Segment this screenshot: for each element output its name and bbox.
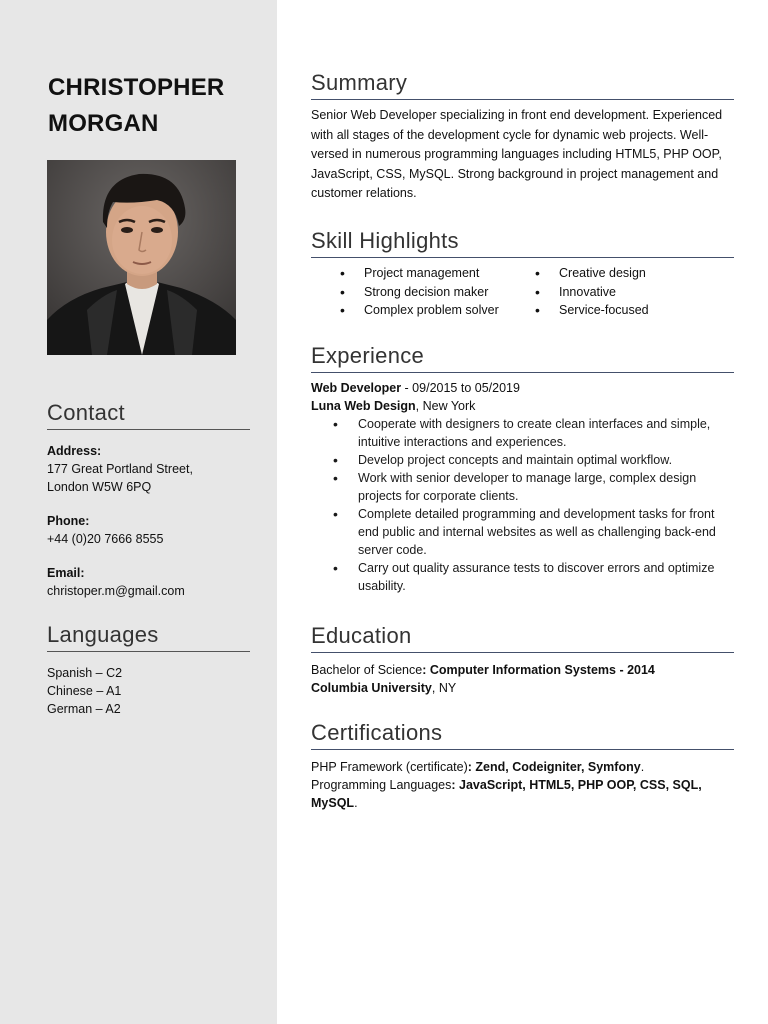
skill-item: • Strong decision maker bbox=[364, 283, 539, 302]
job-role: Web Developer bbox=[311, 381, 402, 395]
skill-item: • Service-focused bbox=[559, 301, 734, 320]
degree-type: Bachelor of Science bbox=[311, 663, 423, 677]
certifications-section bbox=[311, 720, 734, 812]
experience-heading: Experience bbox=[311, 343, 734, 373]
education-text bbox=[311, 661, 734, 697]
contact-heading: Contact bbox=[47, 400, 250, 430]
degree-colon: : bbox=[422, 663, 430, 677]
first-name: CHRISTOPHER bbox=[48, 74, 225, 101]
language-item: Spanish – C2 bbox=[47, 666, 123, 680]
school-location: , NY bbox=[431, 681, 457, 695]
experience-section bbox=[311, 343, 734, 595]
job-header bbox=[311, 379, 734, 415]
email-block bbox=[47, 564, 250, 600]
summary-text: Senior Web Developer specializing in front end development. Experienced with all stages of the development cycle for dynamic web projects. Well-versed in numerous programming languages including HTML5, PHP OOP, JavaScript, CSS, MySQL. Strong background in project management and customer relations. bbox=[311, 108, 723, 200]
cert-2-label: Programming Languages bbox=[311, 778, 452, 792]
cert-1-end: . bbox=[640, 760, 645, 774]
contact-section bbox=[47, 400, 250, 616]
cert-2-colon: : bbox=[451, 778, 460, 792]
job-bullet: • Work with senior developer to manage large, complex design projects for corporate clients. bbox=[358, 469, 734, 505]
job-company: Luna Web Design bbox=[311, 399, 416, 413]
languages-section bbox=[47, 622, 250, 718]
skills-heading: Skill Highlights bbox=[311, 228, 734, 258]
email-value: christoper.m@gmail.com bbox=[47, 584, 185, 598]
email-label: Email: bbox=[47, 566, 85, 580]
language-item: German – A2 bbox=[47, 702, 121, 716]
cert-1-colon: : bbox=[467, 760, 476, 774]
cert-2-end: . bbox=[354, 796, 358, 810]
candidate-name bbox=[48, 70, 258, 142]
last-name: MORGAN bbox=[48, 110, 159, 137]
address-line-2: London W5W 6PQ bbox=[47, 480, 152, 494]
summary-heading: Summary bbox=[311, 70, 734, 100]
degree-field: Computer Information Systems - 2014 bbox=[429, 663, 655, 677]
school-name: Columbia University bbox=[311, 681, 432, 695]
skills-section bbox=[311, 228, 734, 320]
certifications-heading: Certifications bbox=[311, 720, 734, 750]
cert-2-value: JavaScript, HTML5, PHP OOP, CSS, SQL, MySQL bbox=[311, 778, 702, 810]
skill-item: • Project management bbox=[364, 264, 539, 283]
address-label: Address: bbox=[47, 444, 102, 458]
job-bullets bbox=[311, 415, 734, 595]
education-section bbox=[311, 623, 734, 697]
languages-heading: Languages bbox=[47, 622, 250, 652]
languages-list bbox=[47, 664, 250, 718]
job-bullet: • Develop project concepts and maintain optimal workflow. bbox=[358, 451, 734, 469]
phone-value: +44 (0)20 7666 8555 bbox=[47, 532, 164, 546]
job-bullet: • Carry out quality assurance tests to discover errors and optimize usability. bbox=[358, 559, 734, 595]
cert-1-label: PHP Framework (certificate) bbox=[311, 760, 468, 774]
education-heading: Education bbox=[311, 623, 734, 653]
language-item: Chinese – A1 bbox=[47, 684, 122, 698]
address-line-1: 177 Great Portland Street, bbox=[47, 462, 193, 476]
certifications-text bbox=[311, 758, 734, 812]
job-location: , New York bbox=[415, 399, 476, 413]
job-bullet: • Complete detailed programming and development tasks for front end public and internal websites as well as challenging back-end server code. bbox=[358, 505, 734, 559]
skills-column-1 bbox=[311, 264, 539, 320]
cert-1-value: Zend, Codeigniter, Symfony bbox=[475, 760, 641, 774]
profile-photo bbox=[47, 160, 236, 355]
portrait-image bbox=[47, 160, 236, 355]
address-block bbox=[47, 442, 250, 496]
job-dates: - 09/2015 to 05/2019 bbox=[401, 381, 520, 395]
job-bullet: • Cooperate with designers to create clean interfaces and simple, intuitive interactions and experiences. bbox=[358, 415, 734, 451]
skill-item: • Complex problem solver bbox=[364, 301, 539, 320]
sidebar bbox=[0, 0, 277, 1024]
summary-section bbox=[311, 70, 734, 204]
skill-item: • Creative design bbox=[559, 264, 734, 283]
skills-list bbox=[311, 264, 734, 320]
phone-block bbox=[47, 512, 250, 548]
skills-column-2 bbox=[539, 264, 734, 320]
skill-item: • Innovative bbox=[559, 283, 734, 302]
phone-label: Phone: bbox=[47, 514, 90, 528]
